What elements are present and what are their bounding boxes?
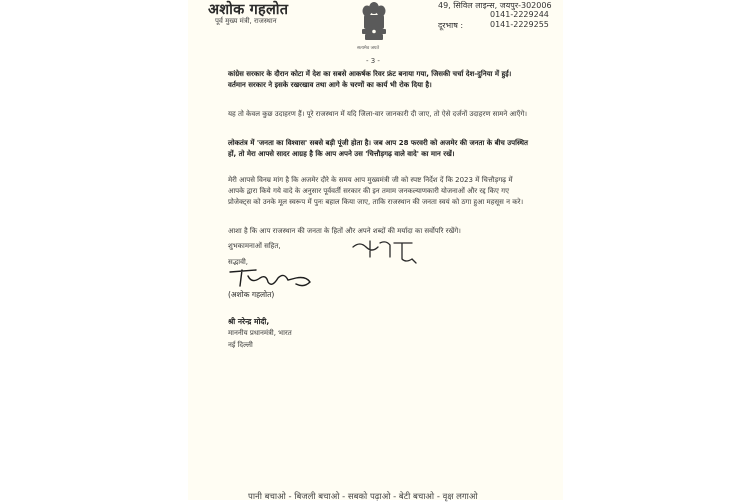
paragraph-request: मेरी आपसे विनम्र मांग है कि अजमेर दौरे के समय आप मुख्यमंत्री जी को स्पष्ट निर्देश दें कि 2023 में चित्तौड़गढ़ में आपके द्वारा किये गये वादे के अनुसार पूर्ववर्ती सरकार की इन तमाम जनकल्याणकारी योजनाओं और रद्द किए गए प्रोजेक्ट्स को उनके मूल स्वरूप में पुनः बहाल किया जाए, ताकि राजस्थान की जनता स्वयं को ठगा हुआ महसूस न करे। [228, 176, 524, 207]
closing-regards: सद्भावी, [228, 258, 248, 266]
phone-label: दूरभाष : [438, 21, 464, 30]
closing-greeting: शुभकामनाओं सहित, [228, 242, 281, 250]
sender-name: अशोक गहलोत [208, 2, 289, 18]
footer-slogan: पानी बचाओ - बिजली बचाओ - सबको पढ़ाओ - बेटी बचाओ - वृक्ष लगाओ [248, 492, 478, 502]
recipient-name: श्री नरेन्द्र मोदी, [228, 317, 270, 326]
recipient-city: नई दिल्ली [228, 341, 253, 349]
handwritten-note [350, 237, 420, 265]
page-number: - 3 - [366, 57, 380, 65]
sender-designation: पूर्व मुख्य मंत्री, राजस्थान [215, 17, 277, 25]
recipient-designation: माननीय प्रधानमंत्री, भारत [228, 329, 292, 337]
signature [226, 266, 316, 292]
national-emblem-icon [356, 0, 392, 46]
paragraph-hope: आशा है कि आप राजस्थान की जनता के हितों और अपने शब्दों की मर्यादा का सर्वोपरि रखेंगे। [228, 227, 461, 235]
paragraph-river-front: कांग्रेस सरकार के दौरान कोटा में देश का सबसे आकर्षक रिवर फ्रंट बनाया गया, जिसकी चर्चा देश-दुनिया में हुई। वर्तमान सरकार ने इसके रखरखाव तथा आगे के चरणों का कार्य भी रोक दिया है। [228, 70, 512, 90]
paragraph-public-trust: लोकतंत्र में 'जनता का विश्वास' सबसे बड़ी पूंजी होता है। जब आप 28 फरवरी को अजमेर की जनता के बीच उपस्थित हों, तो मेरा आपसे सादर आग्रह है कि आप अपने उस 'चित्तौड़गढ़ वाले वादे' का मान रखें। [228, 139, 528, 159]
emblem-motto: सत्यमेव जयते [357, 46, 380, 51]
phone-number-2: 0141-2229255 [490, 20, 549, 29]
sender-address: 49, सिविल लाइन्स, जयपुर-302006 [438, 1, 552, 10]
paragraph-examples: यह तो केवल कुछ उदाहरण हैं। पूरे राजस्थान में यदि जिला-वार जानकारी दी जाए, तो ऐसे दर्जनों उदाहरण सामने आएँगे। [228, 110, 528, 118]
phone-number-1: 0141-2229244 [490, 10, 549, 19]
signatory-name: (अशोक गहलोत) [228, 290, 275, 299]
